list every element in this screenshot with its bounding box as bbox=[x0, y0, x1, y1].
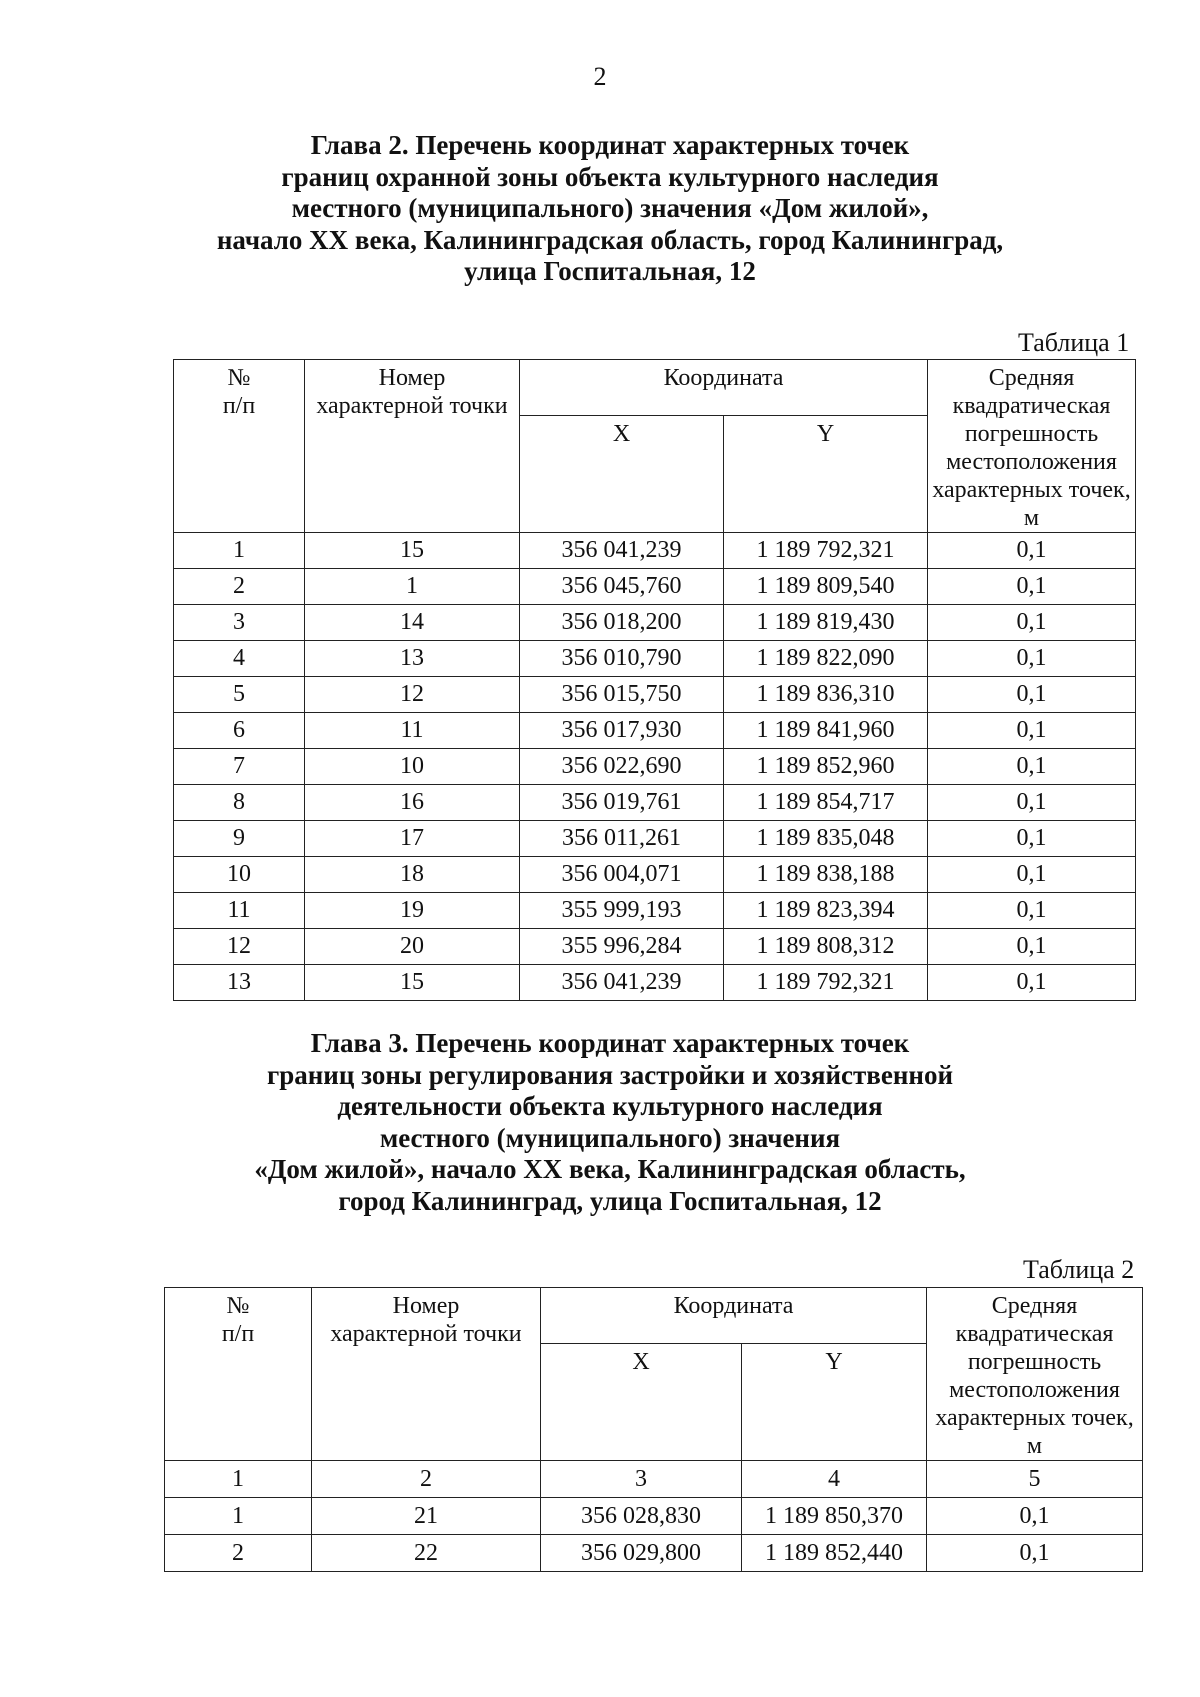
cell-y: 1 189 838,188 bbox=[724, 857, 928, 893]
cell-row-number: 9 bbox=[174, 821, 305, 857]
header-mean-square-error bbox=[928, 360, 1136, 533]
cell-error: 0,1 bbox=[928, 569, 1136, 605]
cell-y: 1 189 809,540 bbox=[724, 569, 928, 605]
column-number: 2 bbox=[312, 1461, 541, 1498]
cell-error: 0,1 bbox=[928, 533, 1136, 569]
chapter-2-title-line: местного (муниципального) значения «Дом жилой», bbox=[291, 193, 929, 223]
header-error-line: м bbox=[1026, 1433, 1043, 1459]
header-error-line: Средняя bbox=[991, 1293, 1078, 1319]
chapter-2-title bbox=[150, 130, 1070, 288]
table-row bbox=[174, 605, 1136, 641]
cell-row-number: 11 bbox=[174, 893, 305, 929]
cell-y: 1 189 854,717 bbox=[724, 785, 928, 821]
header-error-line: местоположения bbox=[946, 449, 1117, 475]
cell-x: 356 029,800 bbox=[541, 1535, 742, 1572]
cell-error: 0,1 bbox=[928, 929, 1136, 965]
header-error-line: характерных точек, bbox=[935, 1405, 1134, 1431]
header-point-line: Номер bbox=[378, 365, 446, 391]
column-number: 5 bbox=[927, 1461, 1143, 1498]
table-row bbox=[174, 569, 1136, 605]
cell-x: 356 041,239 bbox=[520, 965, 724, 1001]
cell-row-number: 2 bbox=[165, 1535, 312, 1572]
header-coordinate: Координата bbox=[520, 360, 928, 416]
table-row bbox=[174, 713, 1136, 749]
chapter-3-title bbox=[150, 1028, 1070, 1217]
table-1-body bbox=[174, 533, 1136, 1001]
coordinates-table-2 bbox=[164, 1287, 1143, 1572]
chapter-3-title-line: «Дом жилой», начало XX века, Калининградская область, bbox=[254, 1154, 966, 1184]
chapter-3-title-line: деятельности объекта культурного наследия bbox=[337, 1091, 883, 1121]
chapter-2-title-line: Глава 2. Перечень координат характерных точек bbox=[310, 130, 910, 160]
coordinates-table-1 bbox=[173, 359, 1136, 1001]
cell-point-number: 19 bbox=[305, 893, 520, 929]
cell-row-number: 8 bbox=[174, 785, 305, 821]
header-num-line: № bbox=[226, 1293, 250, 1319]
header-point-line: Номер bbox=[392, 1293, 460, 1319]
cell-point-number: 11 bbox=[305, 713, 520, 749]
cell-x: 355 996,284 bbox=[520, 929, 724, 965]
chapter-2-title-line: начало XX века, Калининградская область, город Калининград, bbox=[216, 224, 1004, 255]
header-point-line: характерной точки bbox=[316, 393, 508, 419]
cell-row-number: 4 bbox=[174, 641, 305, 677]
cell-x: 356 018,200 bbox=[520, 605, 724, 641]
cell-row-number: 10 bbox=[174, 857, 305, 893]
cell-y: 1 189 841,960 bbox=[724, 713, 928, 749]
cell-error: 0,1 bbox=[928, 785, 1136, 821]
cell-error: 0,1 bbox=[928, 857, 1136, 893]
cell-point-number: 14 bbox=[305, 605, 520, 641]
table-row bbox=[174, 641, 1136, 677]
cell-row-number: 13 bbox=[174, 965, 305, 1001]
header-mean-square-error bbox=[927, 1288, 1143, 1461]
table-row bbox=[174, 749, 1136, 785]
cell-point-number: 12 bbox=[305, 677, 520, 713]
table-row bbox=[174, 893, 1136, 929]
cell-error: 0,1 bbox=[928, 677, 1136, 713]
cell-y: 1 189 792,321 bbox=[724, 533, 928, 569]
header-num bbox=[174, 360, 305, 533]
cell-x: 356 041,239 bbox=[520, 533, 724, 569]
header-x: X bbox=[541, 1343, 742, 1460]
column-number: 4 bbox=[742, 1461, 927, 1498]
cell-error: 0,1 bbox=[928, 893, 1136, 929]
table-2-caption: Таблица 2 bbox=[1023, 1255, 1135, 1284]
header-x: X bbox=[520, 416, 724, 533]
cell-y: 1 189 792,321 bbox=[724, 965, 928, 1001]
cell-row-number: 5 bbox=[174, 677, 305, 713]
cell-point-number: 15 bbox=[305, 965, 520, 1001]
cell-y: 1 189 852,960 bbox=[724, 749, 928, 785]
cell-point-number: 15 bbox=[305, 533, 520, 569]
cell-row-number: 1 bbox=[174, 533, 305, 569]
header-error-line: квадратическая bbox=[952, 393, 1111, 419]
cell-x: 356 011,261 bbox=[520, 821, 724, 857]
header-num bbox=[165, 1288, 312, 1461]
cell-x: 355 999,193 bbox=[520, 893, 724, 929]
cell-row-number: 2 bbox=[174, 569, 305, 605]
cell-x: 356 004,071 bbox=[520, 857, 724, 893]
header-num-line: № bbox=[227, 365, 251, 391]
cell-error: 0,1 bbox=[928, 641, 1136, 677]
cell-x: 356 028,830 bbox=[541, 1498, 742, 1535]
chapter-2-title-line: улица Госпитальная, 12 bbox=[464, 256, 756, 286]
header-error-line: квадратическая bbox=[955, 1321, 1114, 1347]
cell-error: 0,1 bbox=[928, 713, 1136, 749]
header-error-line: местоположения bbox=[949, 1377, 1120, 1403]
cell-point-number: 21 bbox=[312, 1498, 541, 1535]
table-row bbox=[174, 677, 1136, 713]
cell-y: 1 189 852,440 bbox=[742, 1535, 927, 1572]
chapter-3-title-line: границ зоны регулирования застройки и хозяйственной bbox=[266, 1059, 954, 1090]
header-error-line: Средняя bbox=[988, 365, 1075, 391]
table-1-caption: Таблица 1 bbox=[1018, 328, 1130, 357]
cell-point-number: 22 bbox=[312, 1535, 541, 1572]
cell-x: 356 022,690 bbox=[520, 749, 724, 785]
table-row bbox=[174, 857, 1136, 893]
header-error-line: погрешность bbox=[967, 1349, 1102, 1375]
page-number: 2 bbox=[593, 62, 607, 91]
table-row bbox=[165, 1498, 1143, 1535]
header-error-line: м bbox=[1023, 505, 1040, 531]
cell-error: 0,1 bbox=[928, 749, 1136, 785]
cell-y: 1 189 808,312 bbox=[724, 929, 928, 965]
cell-x: 356 019,761 bbox=[520, 785, 724, 821]
cell-x: 356 010,790 bbox=[520, 641, 724, 677]
table-row bbox=[174, 929, 1136, 965]
cell-error: 0,1 bbox=[928, 605, 1136, 641]
header-point-line: характерной точки bbox=[330, 1321, 522, 1347]
cell-row-number: 3 bbox=[174, 605, 305, 641]
cell-point-number: 1 bbox=[305, 569, 520, 605]
cell-y: 1 189 822,090 bbox=[724, 641, 928, 677]
column-number: 1 bbox=[165, 1461, 312, 1498]
cell-x: 356 017,930 bbox=[520, 713, 724, 749]
table-row bbox=[174, 785, 1136, 821]
cell-error: 0,1 bbox=[928, 965, 1136, 1001]
header-y: Y bbox=[742, 1343, 927, 1460]
header-coordinate: Координата bbox=[541, 1288, 927, 1344]
table-row bbox=[174, 965, 1136, 1001]
column-number: 3 bbox=[541, 1461, 742, 1498]
column-number-row bbox=[165, 1461, 1143, 1498]
cell-row-number: 6 bbox=[174, 713, 305, 749]
header-error-line: погрешность bbox=[964, 421, 1099, 447]
cell-x: 356 045,760 bbox=[520, 569, 724, 605]
cell-error: 0,1 bbox=[928, 821, 1136, 857]
header-num-line: п/п bbox=[222, 393, 256, 419]
cell-error: 0,1 bbox=[927, 1498, 1143, 1535]
cell-point-number: 17 bbox=[305, 821, 520, 857]
header-y: Y bbox=[724, 416, 928, 533]
cell-row-number: 12 bbox=[174, 929, 305, 965]
cell-point-number: 18 bbox=[305, 857, 520, 893]
cell-y: 1 189 823,394 bbox=[724, 893, 928, 929]
cell-point-number: 10 bbox=[305, 749, 520, 785]
cell-x: 356 015,750 bbox=[520, 677, 724, 713]
chapter-3-title-line: Глава 3. Перечень координат характерных точек bbox=[310, 1028, 910, 1058]
cell-point-number: 16 bbox=[305, 785, 520, 821]
header-point-number bbox=[305, 360, 520, 533]
header-error-line: характерных точек, bbox=[932, 477, 1131, 503]
cell-y: 1 189 835,048 bbox=[724, 821, 928, 857]
chapter-3-title-line: город Калининград, улица Госпитальная, 12 bbox=[338, 1185, 882, 1216]
cell-point-number: 13 bbox=[305, 641, 520, 677]
table-row bbox=[174, 821, 1136, 857]
chapter-2-title-line: границ охранной зоны объекта культурного наследия bbox=[281, 161, 939, 192]
cell-y: 1 189 819,430 bbox=[724, 605, 928, 641]
cell-y: 1 189 850,370 bbox=[742, 1498, 927, 1535]
table-row bbox=[165, 1535, 1143, 1572]
header-point-number bbox=[312, 1288, 541, 1461]
header-num-line: п/п bbox=[221, 1321, 255, 1347]
cell-error: 0,1 bbox=[927, 1535, 1143, 1572]
table-2-body bbox=[165, 1498, 1143, 1572]
cell-row-number: 7 bbox=[174, 749, 305, 785]
chapter-3-title-line: местного (муниципального) значения bbox=[379, 1122, 841, 1153]
cell-y: 1 189 836,310 bbox=[724, 677, 928, 713]
table-row bbox=[174, 533, 1136, 569]
cell-point-number: 20 bbox=[305, 929, 520, 965]
cell-row-number: 1 bbox=[165, 1498, 312, 1535]
